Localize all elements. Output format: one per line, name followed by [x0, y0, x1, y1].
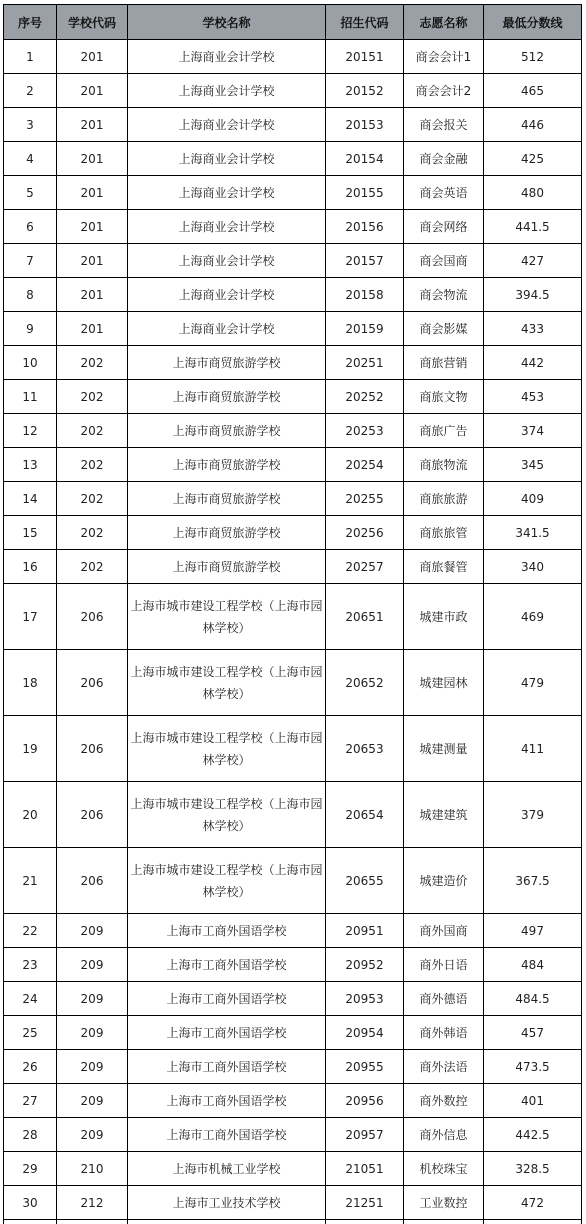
- cell-seq: 14: [4, 482, 57, 516]
- cell-major: 商会网络: [404, 210, 484, 244]
- cell-school-code: 201: [57, 74, 128, 108]
- cell-seq: 16: [4, 550, 57, 584]
- header-row: [4, 5, 582, 40]
- cell-min-score: 472: [484, 1186, 582, 1220]
- cell-enroll-code: 21051: [326, 1152, 404, 1186]
- cell-school-name: 上海市商贸旅游学校: [128, 482, 326, 516]
- cell-min-score: 425: [484, 142, 582, 176]
- cell-enroll-code: 20955: [326, 1050, 404, 1084]
- cell-major: 商会会计2: [404, 74, 484, 108]
- cell-enroll-code: 20956: [326, 1084, 404, 1118]
- table-row: [4, 346, 582, 380]
- cell-school-name: 上海商业会计学校: [128, 210, 326, 244]
- cell-min-score: 446: [484, 108, 582, 142]
- cell-school-name: 上海商业会计学校: [128, 312, 326, 346]
- table-row: [4, 782, 582, 848]
- cell-school-name: 上海市工商外国语学校: [128, 982, 326, 1016]
- table-row: [4, 210, 582, 244]
- cell-cutoff: [326, 1220, 404, 1224]
- cell-school-name: 上海市商贸旅游学校: [128, 380, 326, 414]
- cell-school-code: 202: [57, 346, 128, 380]
- cell-seq: 2: [4, 74, 57, 108]
- table-row: [4, 1050, 582, 1084]
- cell-enroll-code: 20154: [326, 142, 404, 176]
- cell-seq: 26: [4, 1050, 57, 1084]
- cell-major: 商会会计1: [404, 40, 484, 74]
- cell-min-score: 345: [484, 448, 582, 482]
- cell-major: 城建造价: [404, 848, 484, 914]
- cell-school-code: 202: [57, 448, 128, 482]
- cell-school-code: 202: [57, 516, 128, 550]
- cell-major: 商外韩语: [404, 1016, 484, 1050]
- score-table: [3, 4, 582, 1224]
- table-row: [4, 982, 582, 1016]
- header-seq: 序号: [4, 5, 57, 40]
- cell-seq: 28: [4, 1118, 57, 1152]
- cell-school-name: 上海市城市建设工程学校（上海市园林学校）: [128, 650, 326, 716]
- cell-enroll-code: 20952: [326, 948, 404, 982]
- cell-major: 商旅营销: [404, 346, 484, 380]
- cell-min-score: 465: [484, 74, 582, 108]
- header-school-code: 学校代码: [57, 5, 128, 40]
- cell-school-name: 上海市商贸旅游学校: [128, 414, 326, 448]
- cell-enroll-code: 20655: [326, 848, 404, 914]
- cell-enroll-code: 20253: [326, 414, 404, 448]
- cell-school-name: 上海市城市建设工程学校（上海市园林学校）: [128, 584, 326, 650]
- cell-school-name: 上海市工商外国语学校: [128, 948, 326, 982]
- cell-major: 商外信息: [404, 1118, 484, 1152]
- table-row: [4, 1186, 582, 1220]
- cell-seq: 3: [4, 108, 57, 142]
- cell-min-score: 409: [484, 482, 582, 516]
- cell-enroll-code: 20951: [326, 914, 404, 948]
- cell-school-name: 上海市机械工业学校: [128, 1152, 326, 1186]
- table-row: [4, 550, 582, 584]
- cell-min-score: 401: [484, 1084, 582, 1118]
- table-row: [4, 244, 582, 278]
- cell-min-score: 473.5: [484, 1050, 582, 1084]
- cell-seq: 24: [4, 982, 57, 1016]
- cell-seq: 22: [4, 914, 57, 948]
- cell-seq: 17: [4, 584, 57, 650]
- cell-enroll-code: 20158: [326, 278, 404, 312]
- cell-enroll-code: 20654: [326, 782, 404, 848]
- cell-cutoff: [484, 1220, 582, 1224]
- cell-min-score: 453: [484, 380, 582, 414]
- cell-school-code: 209: [57, 1084, 128, 1118]
- cell-min-score: 441.5: [484, 210, 582, 244]
- cell-school-name: 上海市工业技术学校: [128, 1186, 326, 1220]
- cell-seq: 19: [4, 716, 57, 782]
- cell-major: 商旅旅游: [404, 482, 484, 516]
- cell-school-code: 202: [57, 380, 128, 414]
- table-row: [4, 948, 582, 982]
- table-row: [4, 380, 582, 414]
- cell-seq: 30: [4, 1186, 57, 1220]
- header-school-name: 学校名称: [128, 5, 326, 40]
- cell-seq: 8: [4, 278, 57, 312]
- cell-min-score: 484: [484, 948, 582, 982]
- cell-school-code: 202: [57, 550, 128, 584]
- cell-seq: 6: [4, 210, 57, 244]
- cell-min-score: 394.5: [484, 278, 582, 312]
- table-row: [4, 716, 582, 782]
- cell-school-code: 201: [57, 210, 128, 244]
- cell-seq: 11: [4, 380, 57, 414]
- cell-school-name: 上海商业会计学校: [128, 244, 326, 278]
- cell-enroll-code: 20257: [326, 550, 404, 584]
- cell-min-score: 328.5: [484, 1152, 582, 1186]
- cell-major: 商外数控: [404, 1084, 484, 1118]
- cell-enroll-code: 20252: [326, 380, 404, 414]
- cell-school-code: 202: [57, 414, 128, 448]
- cell-cutoff: [4, 1220, 57, 1224]
- cell-school-name: 上海市城市建设工程学校（上海市园林学校）: [128, 782, 326, 848]
- table-row: [4, 108, 582, 142]
- cell-enroll-code: 20256: [326, 516, 404, 550]
- cell-major: 商会报关: [404, 108, 484, 142]
- cell-school-code: 209: [57, 914, 128, 948]
- cell-min-score: 457: [484, 1016, 582, 1050]
- cell-min-score: 497: [484, 914, 582, 948]
- cell-min-score: 512: [484, 40, 582, 74]
- cell-min-score: 433: [484, 312, 582, 346]
- cell-min-score: 411: [484, 716, 582, 782]
- cell-enroll-code: 20957: [326, 1118, 404, 1152]
- cell-seq: 20: [4, 782, 57, 848]
- cell-major: 商旅物流: [404, 448, 484, 482]
- cell-seq: 15: [4, 516, 57, 550]
- cell-cutoff: [128, 1220, 326, 1224]
- cell-major: 工业数控: [404, 1186, 484, 1220]
- cell-enroll-code: 20157: [326, 244, 404, 278]
- table-row: [4, 482, 582, 516]
- cell-enroll-code: 20254: [326, 448, 404, 482]
- table-row: [4, 312, 582, 346]
- cell-seq: 27: [4, 1084, 57, 1118]
- cell-min-score: 469: [484, 584, 582, 650]
- cell-school-code: 209: [57, 1016, 128, 1050]
- table-row: [4, 516, 582, 550]
- table-row: [4, 584, 582, 650]
- cell-major: 城建测量: [404, 716, 484, 782]
- cell-seq: 25: [4, 1016, 57, 1050]
- cell-seq: 4: [4, 142, 57, 176]
- table-row: [4, 650, 582, 716]
- cell-enroll-code: 20651: [326, 584, 404, 650]
- table-row: [4, 414, 582, 448]
- cell-school-code: 209: [57, 1050, 128, 1084]
- header-major: 志愿名称: [404, 5, 484, 40]
- cell-seq: 7: [4, 244, 57, 278]
- cell-school-code: 201: [57, 278, 128, 312]
- cell-major: 商会国商: [404, 244, 484, 278]
- cell-school-code: 210: [57, 1152, 128, 1186]
- cell-enroll-code: 20953: [326, 982, 404, 1016]
- cell-major: 商会物流: [404, 278, 484, 312]
- table-row: [4, 848, 582, 914]
- cell-major: 商旅文物: [404, 380, 484, 414]
- cell-major: 商旅旅管: [404, 516, 484, 550]
- cell-school-code: 206: [57, 650, 128, 716]
- cell-min-score: 442: [484, 346, 582, 380]
- cell-enroll-code: 20255: [326, 482, 404, 516]
- header-enroll-code: 招生代码: [326, 5, 404, 40]
- table-row: [4, 142, 582, 176]
- cell-school-code: 209: [57, 948, 128, 982]
- cell-school-name: 上海市工商外国语学校: [128, 914, 326, 948]
- cell-min-score: 340: [484, 550, 582, 584]
- cell-enroll-code: 20153: [326, 108, 404, 142]
- cell-school-name: 上海市城市建设工程学校（上海市园林学校）: [128, 848, 326, 914]
- cell-school-name: 上海商业会计学校: [128, 108, 326, 142]
- cell-school-name: 上海商业会计学校: [128, 278, 326, 312]
- table-row: [4, 74, 582, 108]
- cell-school-name: 上海商业会计学校: [128, 176, 326, 210]
- cell-school-code: 201: [57, 142, 128, 176]
- cell-enroll-code: 20155: [326, 176, 404, 210]
- cell-school-code: 212: [57, 1186, 128, 1220]
- cell-seq: 5: [4, 176, 57, 210]
- cell-enroll-code: 20652: [326, 650, 404, 716]
- cell-school-code: 202: [57, 482, 128, 516]
- table-row: [4, 40, 582, 74]
- cell-enroll-code: 20653: [326, 716, 404, 782]
- cell-major: 商外国商: [404, 914, 484, 948]
- cell-school-name: 上海商业会计学校: [128, 40, 326, 74]
- cell-major: 商外德语: [404, 982, 484, 1016]
- cell-school-name: 上海市工商外国语学校: [128, 1050, 326, 1084]
- cell-school-code: 201: [57, 108, 128, 142]
- cell-major: 商旅餐管: [404, 550, 484, 584]
- cell-school-name: 上海商业会计学校: [128, 142, 326, 176]
- cell-cutoff: [404, 1220, 484, 1224]
- cell-seq: 18: [4, 650, 57, 716]
- cell-school-name: 上海市商贸旅游学校: [128, 346, 326, 380]
- cell-min-score: 479: [484, 650, 582, 716]
- cell-school-code: 206: [57, 848, 128, 914]
- cell-seq: 29: [4, 1152, 57, 1186]
- cell-school-code: 209: [57, 1118, 128, 1152]
- table-row: [4, 278, 582, 312]
- cell-seq: 23: [4, 948, 57, 982]
- cell-min-score: 341.5: [484, 516, 582, 550]
- cell-school-name: 上海市工商外国语学校: [128, 1084, 326, 1118]
- table-row: [4, 1118, 582, 1152]
- table-row: [4, 914, 582, 948]
- cell-min-score: 427: [484, 244, 582, 278]
- cell-seq: 1: [4, 40, 57, 74]
- cell-major: 城建园林: [404, 650, 484, 716]
- cell-major: 城建市政: [404, 584, 484, 650]
- cell-school-code: 209: [57, 982, 128, 1016]
- cell-school-code: 201: [57, 312, 128, 346]
- cell-major: 商会影媒: [404, 312, 484, 346]
- table-body: [4, 40, 582, 1224]
- cell-enroll-code: 20156: [326, 210, 404, 244]
- cell-major: 机校珠宝: [404, 1152, 484, 1186]
- cell-school-code: 201: [57, 244, 128, 278]
- cell-school-code: 201: [57, 176, 128, 210]
- cell-school-code: 206: [57, 716, 128, 782]
- cell-min-score: 442.5: [484, 1118, 582, 1152]
- table-row: [4, 1152, 582, 1186]
- cell-major: 商外日语: [404, 948, 484, 982]
- table-row: [4, 448, 582, 482]
- table-row: [4, 1016, 582, 1050]
- cell-school-code: 206: [57, 584, 128, 650]
- cell-min-score: 374: [484, 414, 582, 448]
- table-row: [4, 1084, 582, 1118]
- cell-school-name: 上海市工商外国语学校: [128, 1016, 326, 1050]
- cell-enroll-code: 20954: [326, 1016, 404, 1050]
- cell-school-code: 206: [57, 782, 128, 848]
- cell-school-name: 上海市商贸旅游学校: [128, 448, 326, 482]
- cell-school-name: 上海商业会计学校: [128, 74, 326, 108]
- table-row-cutoff: [4, 1220, 582, 1224]
- cell-seq: 12: [4, 414, 57, 448]
- cell-cutoff: [57, 1220, 128, 1224]
- cell-school-name: 上海市城市建设工程学校（上海市园林学校）: [128, 716, 326, 782]
- cell-seq: 21: [4, 848, 57, 914]
- cell-major: 商外法语: [404, 1050, 484, 1084]
- cell-enroll-code: 20159: [326, 312, 404, 346]
- cell-min-score: 367.5: [484, 848, 582, 914]
- cell-major: 商旅广告: [404, 414, 484, 448]
- cell-enroll-code: 21251: [326, 1186, 404, 1220]
- cell-seq: 10: [4, 346, 57, 380]
- cell-min-score: 484.5: [484, 982, 582, 1016]
- cell-school-name: 上海市商贸旅游学校: [128, 550, 326, 584]
- cell-enroll-code: 20151: [326, 40, 404, 74]
- cell-school-name: 上海市工商外国语学校: [128, 1118, 326, 1152]
- cell-seq: 13: [4, 448, 57, 482]
- header-min-score: 最低分数线: [484, 5, 582, 40]
- cell-school-code: 201: [57, 40, 128, 74]
- cell-major: 城建建筑: [404, 782, 484, 848]
- cell-min-score: 480: [484, 176, 582, 210]
- cell-min-score: 379: [484, 782, 582, 848]
- cell-seq: 9: [4, 312, 57, 346]
- table-row: [4, 176, 582, 210]
- cell-school-name: 上海市商贸旅游学校: [128, 516, 326, 550]
- cell-enroll-code: 20152: [326, 74, 404, 108]
- cell-enroll-code: 20251: [326, 346, 404, 380]
- cell-major: 商会金融: [404, 142, 484, 176]
- cell-major: 商会英语: [404, 176, 484, 210]
